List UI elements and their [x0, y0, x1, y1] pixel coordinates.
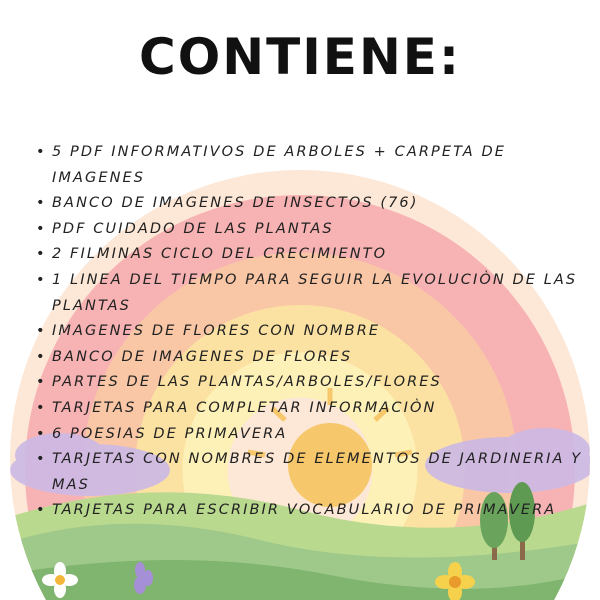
- list-item: • 2 FILMINAS CICLO DEL CRECIMIENTO: [34, 242, 590, 268]
- page-title: CONTIENE:: [139, 28, 461, 86]
- list-item: • TARJETAS CON NOMBRES DE ELEMENTOS DE JARDINERIA Y MAS: [34, 447, 590, 498]
- list-item: • BANCO DE IMAGENES DE FLORES: [34, 345, 590, 371]
- list-item: • PDF CUIDADO DE LAS PLANTAS: [34, 217, 590, 243]
- list-item: • IMAGENES DE FLORES CON NOMBRE: [34, 319, 590, 345]
- list-item: • TARJETAS PARA ESCRIBIR VOCABULARIO DE PRIMAVERA: [34, 498, 590, 524]
- list-item: • 6 POESIAS DE PRIMAVERA: [34, 422, 590, 448]
- list-item: • BANCO DE IMAGENES DE INSECTOS (76): [34, 191, 590, 217]
- list-item: • PARTES DE LAS PLANTAS/ARBOLES/FLORES: [34, 370, 590, 396]
- list-item: • 1 LINEA DEL TIEMPO PARA SEGUIR LA EVOLUCIÒN DE LAS PLANTAS: [34, 268, 590, 319]
- list-item: • 5 PDF INFORMATIVOS DE ARBOLES + CARPETA DE IMAGENES: [34, 140, 590, 191]
- list-item: • TARJETAS PARA COMPLETAR INFORMACIÒN: [34, 396, 590, 422]
- contents-list: [34, 140, 590, 524]
